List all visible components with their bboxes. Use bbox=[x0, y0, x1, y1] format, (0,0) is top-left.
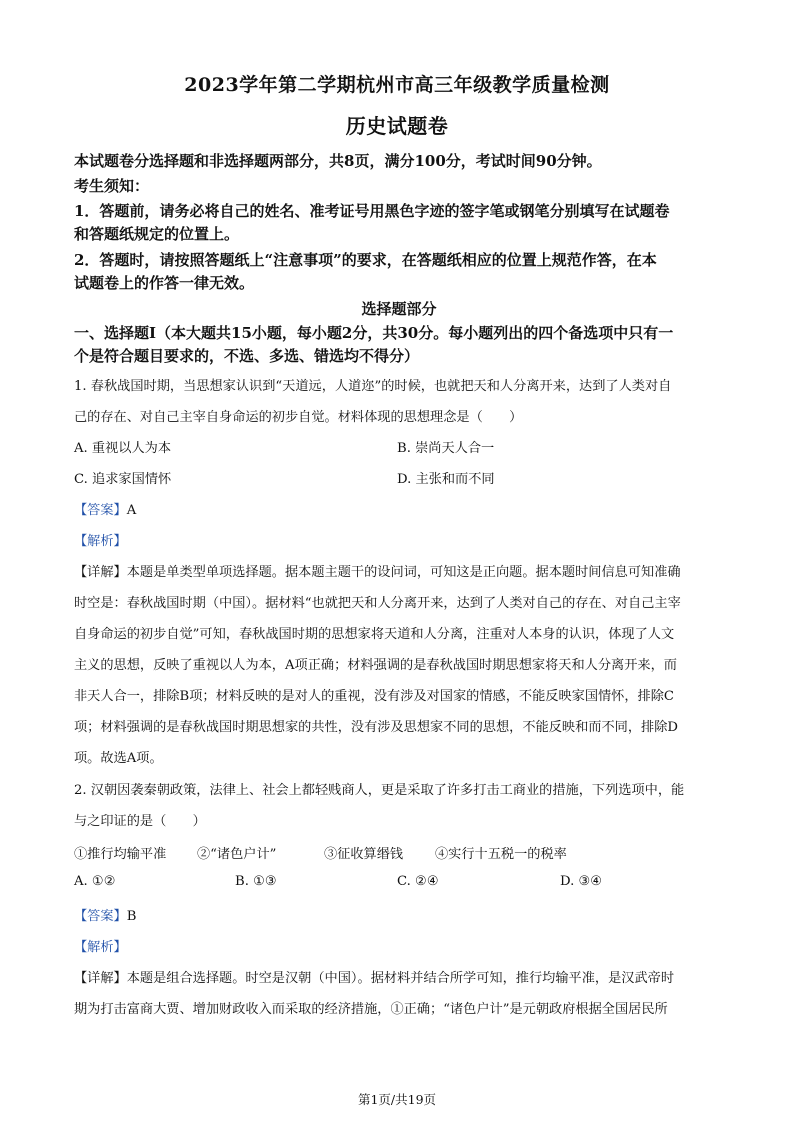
q1-detail-line: 项。故选A项。 bbox=[74, 751, 163, 766]
q2-option-a: A. ①② bbox=[74, 874, 116, 889]
page-number: 第1页/共19页 bbox=[357, 1092, 437, 1107]
section-title: 选择题部分 bbox=[361, 300, 437, 318]
q1-detail-line: 【详解】本题是单类型单项选择题。据本题主题干的设问词，可知这是正向题。据本题时间信息可知准确 bbox=[74, 565, 681, 580]
q2-item-2: ②“诸色户计” bbox=[197, 847, 277, 862]
q1-answer-label: 【答案】 bbox=[74, 503, 127, 518]
q1-stem: 1. 春秋战国时期，当思想家认识到“天道远，人道迩”的时候，也就把天和人分离开来，达到了人类对自 bbox=[74, 379, 672, 394]
section-instructions-cont: 个是符合题目要求的，不选、多选、错选均不得分） bbox=[74, 347, 420, 365]
exam-subtitle: 历史试题卷 bbox=[345, 114, 449, 138]
q2-answer-value: B bbox=[126, 909, 137, 924]
q1-option-a: A. 重视以人为本 bbox=[74, 441, 172, 456]
notes-item-1-cont: 和答题纸规定的位置上。 bbox=[74, 225, 240, 243]
q1-detail-line: 时空是：春秋战国时期（中国）。据材料“也就把天和人分离开来，达到了人类对自己的存在、对自己主宰 bbox=[74, 596, 681, 611]
q1-stem-cont: 己的存在、对自己主宰自身命运的初步自觉。材料体现的思想理念是（ ） bbox=[74, 410, 523, 425]
q1-detail-line: 自身命运的初步自觉”可知，春秋战国时期的思想家将天道和人分离，注重对人本身的认识，体现了人文 bbox=[74, 627, 675, 642]
q2-option-d: D. ③④ bbox=[560, 874, 603, 889]
q1-detail-line: 主义的思想，反映了重视以人为本，A项正确；材料强调的是春秋战国时期思想家将天和人分离开来，而 bbox=[74, 658, 677, 673]
notes-heading: 考生须知： bbox=[74, 177, 150, 195]
q1-option-b: B. 崇尚天人合一 bbox=[397, 441, 495, 456]
q1-option-c: C. 追求家国情怀 bbox=[74, 472, 172, 487]
q1-option-d: D. 主张和而不同 bbox=[397, 472, 495, 487]
q2-stem-cont: 与之印证的是（ ） bbox=[74, 814, 206, 829]
q2-option-b: B. ①③ bbox=[235, 874, 277, 889]
q2-option-c: C. ②④ bbox=[397, 874, 439, 889]
q2-analysis-label: 【解析】 bbox=[74, 940, 127, 955]
exam-title: 2023学年第二学期杭州市高三年级教学质量检测 bbox=[184, 74, 610, 96]
notes-item-2-cont: 试题卷上的作答一律无效。 bbox=[74, 274, 255, 292]
section-instructions: 一、选择题Ⅰ（本大题共15小题，每小题2分，共30分。每小题列出的四个备选项中只有一 bbox=[74, 324, 674, 342]
notes-item-2: 2．答题时，请按照答题纸上“注意事项”的要求，在答题纸相应的位置上规范作答，在本 bbox=[74, 251, 657, 269]
q2-item-3: ③征收算缗钱 bbox=[324, 847, 404, 862]
q2-answer-label: 【答案】 bbox=[74, 909, 127, 924]
q2-item-1: ①推行均输平准 bbox=[74, 847, 167, 862]
q1-answer bbox=[74, 499, 724, 518]
q1-analysis-label: 【解析】 bbox=[74, 534, 127, 549]
q1-detail-line: 非天人合一，排除B项；材料反映的是对人的重视，没有涉及对国家的情感，不能反映家国情怀，排除C bbox=[74, 689, 675, 704]
q2-answer bbox=[74, 905, 724, 924]
notes-intro: 本试题卷分选择题和非选择题两部分，共8页，满分100分，考试时间90分钟。 bbox=[74, 152, 602, 170]
q1-detail-line: 项；材料强调的是春秋战国时期思想家的共性，没有涉及思想家不同的思想，不能反映和而不同，排除D bbox=[74, 720, 679, 735]
q2-detail-line: 期为打击富商大贾、增加财政收入而采取的经济措施，①正确；“诸色户计”是元朝政府根据全国居民所 bbox=[74, 1002, 668, 1017]
q2-stem: 2. 汉朝因袭秦朝政策，法律上、社会上都轻贱商人，更是采取了许多打击工商业的措施，下列选项中，能 bbox=[74, 783, 685, 798]
q2-detail-line: 【详解】本题是组合选择题。时空是汉朝（中国）。据材料并结合所学可知，推行均输平准，是汉武帝时 bbox=[74, 971, 675, 986]
q1-answer-value: A bbox=[126, 503, 137, 518]
notes-item-1: 1．答题前，请务必将自己的姓名、准考证号用黑色字迹的签字笔或钢笔分别填写在试题卷 bbox=[74, 202, 670, 220]
q2-item-4: ④实行十五税一的税率 bbox=[435, 847, 567, 862]
